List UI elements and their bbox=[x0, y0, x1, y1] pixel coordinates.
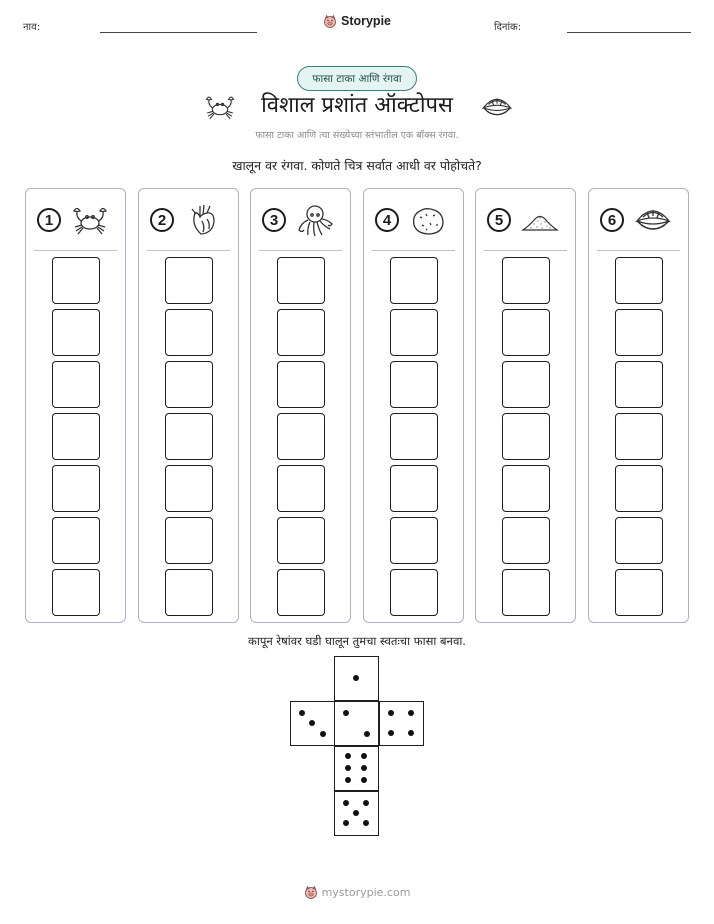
die-pip bbox=[388, 730, 394, 736]
color-box[interactable] bbox=[502, 413, 550, 460]
race-column-6 bbox=[588, 188, 689, 623]
die-face-2 bbox=[334, 701, 379, 746]
die-pip bbox=[353, 675, 359, 681]
color-box[interactable] bbox=[277, 517, 325, 564]
crab-icon bbox=[203, 92, 237, 122]
die-pip bbox=[363, 800, 369, 806]
color-box[interactable] bbox=[615, 309, 663, 356]
column-number: 6 bbox=[600, 208, 624, 232]
color-box[interactable] bbox=[615, 517, 663, 564]
column-divider bbox=[372, 250, 455, 251]
die-pip bbox=[363, 820, 369, 826]
color-box[interactable] bbox=[277, 361, 325, 408]
die-face-5 bbox=[334, 791, 379, 836]
die-pip bbox=[364, 731, 370, 737]
die-face-6 bbox=[334, 746, 379, 791]
color-box[interactable] bbox=[52, 361, 100, 408]
race-column-1 bbox=[25, 188, 126, 623]
die-face-1 bbox=[334, 656, 379, 701]
color-box[interactable] bbox=[615, 413, 663, 460]
die-pip bbox=[361, 753, 367, 759]
color-box[interactable] bbox=[615, 569, 663, 616]
page-subtitle: फासा टाका आणि त्या संख्येच्या स्तंभातील एक बॉक्स रंगवा. bbox=[255, 130, 459, 141]
color-box[interactable] bbox=[615, 257, 663, 304]
color-box[interactable] bbox=[390, 413, 438, 460]
die-pip bbox=[361, 777, 367, 783]
color-box[interactable] bbox=[390, 257, 438, 304]
die-pip bbox=[343, 820, 349, 826]
pig-mascot-icon bbox=[323, 14, 337, 28]
color-box[interactable] bbox=[165, 569, 213, 616]
race-column-5 bbox=[475, 188, 576, 623]
die-pip bbox=[408, 730, 414, 736]
column-divider bbox=[147, 250, 230, 251]
die-pip bbox=[361, 765, 367, 771]
color-box[interactable] bbox=[502, 517, 550, 564]
color-box[interactable] bbox=[502, 257, 550, 304]
octopus-icon bbox=[295, 203, 335, 237]
race-column-4 bbox=[363, 188, 464, 623]
column-header bbox=[364, 203, 463, 239]
column-number: 4 bbox=[375, 208, 399, 232]
color-box[interactable] bbox=[277, 257, 325, 304]
column-header bbox=[139, 203, 238, 239]
name-line bbox=[100, 32, 257, 33]
column-divider bbox=[484, 250, 567, 251]
color-box[interactable] bbox=[277, 465, 325, 512]
sand-pile-icon bbox=[520, 203, 560, 237]
column-divider bbox=[34, 250, 117, 251]
color-box[interactable] bbox=[165, 257, 213, 304]
die-pip bbox=[343, 710, 349, 716]
die-pip bbox=[353, 810, 359, 816]
column-header bbox=[476, 203, 575, 239]
color-box[interactable] bbox=[165, 517, 213, 564]
column-header bbox=[26, 203, 125, 239]
die-face-3 bbox=[290, 701, 335, 746]
color-box[interactable] bbox=[277, 569, 325, 616]
rock-icon bbox=[408, 203, 448, 237]
color-box[interactable] bbox=[277, 413, 325, 460]
race-column-3 bbox=[250, 188, 351, 623]
coloring-instruction: खालून वर रंगवा. कोणते चित्र सर्वात आधी वर पोहोचते? bbox=[232, 158, 482, 173]
column-header bbox=[251, 203, 350, 239]
die-pip bbox=[345, 753, 351, 759]
die-pip bbox=[299, 710, 305, 716]
die-pip bbox=[388, 710, 394, 716]
clam-shell-icon bbox=[480, 92, 514, 122]
date-line bbox=[567, 32, 691, 33]
color-box[interactable] bbox=[165, 465, 213, 512]
die-pip bbox=[345, 777, 351, 783]
color-box[interactable] bbox=[52, 309, 100, 356]
date-label: दिनांक: bbox=[494, 22, 522, 33]
color-box[interactable] bbox=[390, 361, 438, 408]
column-header bbox=[589, 203, 688, 239]
color-box[interactable] bbox=[390, 465, 438, 512]
color-box[interactable] bbox=[615, 465, 663, 512]
color-box[interactable] bbox=[52, 517, 100, 564]
color-box[interactable] bbox=[502, 361, 550, 408]
color-box[interactable] bbox=[502, 309, 550, 356]
column-divider bbox=[259, 250, 342, 251]
die-pip bbox=[408, 710, 414, 716]
color-box[interactable] bbox=[615, 361, 663, 408]
race-column-2 bbox=[138, 188, 239, 623]
clam-shell-icon bbox=[633, 203, 673, 237]
page-title: विशाल प्रशांत ऑक्टोपस bbox=[261, 93, 453, 118]
color-box[interactable] bbox=[52, 465, 100, 512]
die-pip bbox=[345, 765, 351, 771]
die-pip bbox=[343, 800, 349, 806]
column-number: 5 bbox=[487, 208, 511, 232]
footer bbox=[0, 884, 714, 903]
die-pip bbox=[309, 720, 315, 726]
color-box[interactable] bbox=[390, 517, 438, 564]
color-box[interactable] bbox=[277, 309, 325, 356]
color-box[interactable] bbox=[165, 413, 213, 460]
column-number: 2 bbox=[150, 208, 174, 232]
color-box[interactable] bbox=[165, 309, 213, 356]
color-box[interactable] bbox=[502, 465, 550, 512]
pig-mascot-icon bbox=[304, 885, 318, 899]
column-divider bbox=[597, 250, 680, 251]
die-pip bbox=[320, 731, 326, 737]
color-box[interactable] bbox=[390, 569, 438, 616]
column-number: 1 bbox=[37, 208, 61, 232]
footer-url: mystorypie.com bbox=[321, 885, 411, 899]
color-box[interactable] bbox=[52, 413, 100, 460]
brand-logo bbox=[0, 13, 714, 32]
die-face-4 bbox=[379, 701, 424, 746]
color-box[interactable] bbox=[52, 257, 100, 304]
brand-name: Storypie bbox=[340, 14, 391, 28]
name-label: नाव: bbox=[23, 22, 41, 33]
color-box[interactable] bbox=[52, 569, 100, 616]
cut-instruction: कापून रेषांवर घडी घालून तुमचा स्वतःचा फासा बनवा. bbox=[248, 634, 466, 648]
crab-icon bbox=[70, 203, 110, 237]
heart-organ-icon bbox=[183, 203, 223, 237]
column-number: 3 bbox=[262, 208, 286, 232]
color-box[interactable] bbox=[165, 361, 213, 408]
color-box[interactable] bbox=[502, 569, 550, 616]
color-box[interactable] bbox=[390, 309, 438, 356]
activity-badge: फासा टाका आणि रंगवा bbox=[297, 66, 417, 91]
